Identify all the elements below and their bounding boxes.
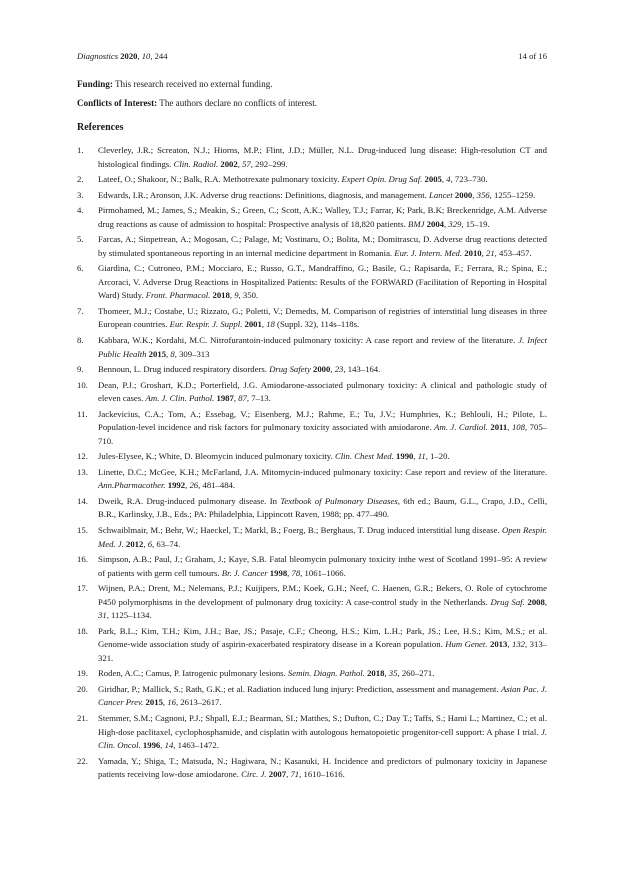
reference-text: Jackevicius, C.A.; Tom, A.; Essebag, V.; Eisenberg, M.J.; Rahme, E.; Tu, J.V.; Humphries, K.; Behlouli, H.; Pilote, L. Population-level incidence and risk factors for pulmonary toxicity associated with amiodarone. Am. J. Cardiol. 2011, 108, 705–710. (98, 408, 548, 446)
reference-year: 2018 (367, 668, 385, 679)
reference-item (77, 582, 547, 623)
reference-authors: Wijnen, P.A.; Drent, M.; Nelemans, P.J.; Kuijipers, P.M.; Koek, G.H.; Neef, C. Haenen, G.R.; Bekers, O. Role of cytochrome P450 polymorphisms in the development of pulmonary drug toxicity: A case-control study in the Netherlands. (98, 583, 547, 607)
reference-volume: 4 (446, 174, 451, 185)
reference-list (77, 144, 547, 784)
reference-journal: Drug Saf. (490, 596, 525, 607)
reference-year: 2015 (148, 348, 167, 359)
page-header (77, 51, 547, 61)
reference-number: 11. (77, 408, 88, 419)
reference-authors: Linette, D.C.; McGee, K.H.; McFarland, J.A. Mitomycin-induced pulmonary toxicity: Case report and review of the literature. (98, 466, 547, 477)
reference-pages: , 309–313 (174, 348, 210, 359)
reference-item (77, 334, 547, 361)
reference-year: 2004 (426, 218, 444, 229)
reference-number: 5. (77, 234, 84, 245)
reference-authors: Giardina, C.; Cutroneo, P.M.; Mocciaro, E.; Russo, G.T., Mandraffino, G.; Basile, G.; Rapisarda, F.; Ferrara, R.; Spina, E.; Arcoraci, V. Adverse Drug Reactions in Hospitalized Patients: Results of the FORWARD (Facilitation of Reporting in Hospital Ward) Study. (98, 263, 547, 301)
reference-text: Dean, P.J.; Groshart, K.D.; Porterfield, J.G. Amiodarone-associated pulmonary toxicity: A clinical and pathologic study of eleven cases. Am. J. Clin. Pathol. 1987, 87, 7–13. (98, 379, 547, 404)
reference-number: 1. (77, 145, 84, 155)
reference-authors: Jackevicius, C.A.; Tom, A.; Essebag, V.; Eisenberg, M.J.; Rahme, E.; Tu, J.V.; Humphries, K.; Behlouli, H.; Pilote, L. Population-level incidence and risk factors for pulmonary toxicity associated with amiodarone. (98, 408, 547, 433)
reference-pages: , 292–299. (250, 158, 288, 169)
reference-text: Cleverley, J.R.; Screaton, N.J.; Hiorns, M.P.; Flint, J.D.; Müller, N.L. Drug-induced lung disease: High-resolution CT and histological findings. Clin. Radiol. 2002, 57, 292–299. (98, 145, 547, 169)
reference-journal: Drug Safety (269, 364, 311, 375)
reference-pages: , 15–19. (461, 218, 490, 229)
reference-year: 2002 (220, 158, 238, 169)
reference-authors: Thomeer, M.J.; Costabe, U.; Rizzato, G.; Poletti, V.; Demedts, M. Comparison of registries of interstitial lung diseases in three European countries. (98, 305, 547, 330)
reference-volume: 16 (167, 697, 176, 708)
funding-label: Funding: (77, 79, 113, 89)
reference-volume: 78 (291, 567, 301, 578)
reference-text: Bennoun, L. Drug induced respiratory disorders. Drug Safety 2000, 23, 143–164. (98, 364, 381, 375)
reference-item (77, 524, 547, 551)
reference-journal: Br. J. Cancer (221, 567, 268, 578)
reference-text (98, 495, 547, 522)
reference-number: 20. (77, 683, 88, 694)
reference-item (77, 189, 547, 203)
reference-volume: 108 (511, 422, 525, 433)
reference-pages: , 7–13. (246, 393, 271, 404)
reference-pages: , 2613–2617. (175, 697, 222, 708)
reference-volume: 14 (164, 740, 174, 751)
reference-pages: , 63–74. (152, 538, 181, 549)
reference-volume: 35 (388, 668, 398, 679)
reference-volume: 87 (238, 393, 247, 404)
reference-journal: Am. J. Cardiol. (434, 422, 488, 433)
reference-number: 12. (77, 451, 88, 462)
reference-volume: 21 (485, 247, 495, 258)
reference-pages: , 1–20. (425, 451, 450, 462)
reference-volume: 6 (147, 538, 153, 549)
reference-text: Lateef, O.; Shakoor, N.; Balk, R.A. Methotrexate pulmonary toxicity. Expert Opin. Drug Saf. 2005, 4, 723–730. (98, 174, 488, 185)
reference-text: Thomeer, M.J.; Costabe, U.; Rizzato, G.; Poletti, V.; Demedts, M. Comparison of registries of interstitial lung diseases in three European countries. Eur. Respir. J. Suppl. 2001, 18 (Suppl. 32), 114s–118s. (98, 305, 547, 330)
reference-text: Giridhar, P.; Mallick, S.; Rath, G.K.; et al. Radiation induced lung injury: Prediction, assessment and management. Asian Pac. J. Cancer Prev. 2015, 16, 2613–2617. (98, 683, 548, 708)
reference-journal: Front. Pharmacol. (145, 290, 211, 301)
reference-journal: Eur. J. Intern. Med. (394, 247, 463, 258)
reference-pages: , 723–730. (450, 174, 488, 185)
reference-journal: Eur. Respir. J. Suppl. (169, 319, 243, 330)
reference-year: 1998 (269, 567, 288, 578)
reference-number: 18. (77, 625, 88, 636)
reference-journal: Clin. Radiol. (173, 158, 219, 169)
reference-item (77, 144, 547, 171)
reference-number: 15. (77, 524, 88, 535)
reference-pages: , 1463–1472. (173, 740, 219, 751)
reference-authors: Simpson, A.B.; Paul, J.; Graham, J.; Kaye, S.B. Fatal bleomycin pulmonary toxicity inthe west of Scotland 1991–95: A review of patients with germ cell tumours. (98, 553, 547, 578)
reference-number: 19. (77, 668, 88, 679)
reference-authors: Giridhar, P.; Mallick, S.; Rath, G.K.; et al. Radiation induced lung injury: Prediction, assessment and management. (98, 683, 499, 694)
reference-year: 2000 (312, 364, 331, 375)
reference-volume: 71 (290, 769, 300, 780)
reference-authors: Park, B.L.; Kim, T.H.; Kim, J.H.; Bae, JS.; Pasaje, C.F.; Cheong, H.S.; Kim, L.H.; Park, JS.; Lee, H.S.; Kim, M.S.; et al. Genome-wide association study of aspirin-exacerbated respiratory disease in a Korean population. (98, 625, 547, 650)
journal-year: 2020 (120, 51, 138, 61)
reference-pages: , 1061–1066. (300, 567, 346, 578)
reference-pages: , 350. (238, 290, 259, 301)
reference-item (77, 466, 547, 493)
reference-journal: Open Respir. Med. J. (98, 524, 548, 549)
reference-item (77, 173, 547, 187)
reference-number: 22. (77, 755, 88, 766)
reference-authors: Stemmer, S.M.; Cagnoni, P.J.; Shpall, E.J.; Bearman, SI.; Matthes, S.; Dufton, C.; Day T.; Taffs, S.; Hami L.; Martinez, C.; et al. High-dose paclitaxel, cyclophosphamide, and cisplatin with autologous hematopoietic progenitor-cell support: A phase I trial. (98, 712, 547, 737)
reference-year: 1996 (142, 740, 161, 751)
reference-text: Linette, D.C.; McGee, K.H.; McFarland, J.A. Mitomycin-induced pulmonary toxicity: Case report and review of the literature. Ann.Pharmacother. 1992, 26, 481–484. (98, 466, 547, 491)
reference-volume: 329 (448, 218, 462, 229)
reference-year: 2012 (125, 538, 144, 549)
reference-number: 7. (77, 305, 84, 316)
reference-item (77, 363, 547, 377)
reference-journal: Circ. J. (241, 769, 267, 780)
reference-item (77, 450, 547, 464)
reference-text: Park, B.L.; Kim, T.H.; Kim, J.H.; Bae, JS.; Pasaje, C.F.; Cheong, H.S.; Kim, L.H.; Park, JS.; Lee, H.S.; Kim, M.S.; et al. Genome-wide association study of aspirin-exacerbated respiratory disease in a Korean population. Hum Genet. 2013, 132, 313–321. (98, 625, 548, 663)
reference-pages: , 260–271. (397, 668, 435, 679)
reference-item (77, 667, 547, 681)
reference-volume: 18 (266, 319, 275, 330)
reference-journal: J. Clin. Oncol. (98, 726, 547, 751)
conflicts-label: Conflicts of Interest: (77, 98, 158, 108)
reference-authors: Kabbara, W.K.; Kordahi, M.C. Nitrofurantoin-induced pulmonary toxicity: A case report and review of the literature. (98, 334, 516, 345)
reference-text: Jules-Elysee, K.; White, D. Bleomycin induced pulmonary toxicity. Clin. Chest Med. 1990, 11, 1–20. (98, 451, 450, 462)
reference-text: Roden, A.C.; Camus, P. Iatrogenic pulmonary lesions. Semin. Diagn. Pathol. 2018, 35, 260–271. (98, 668, 435, 679)
reference-pages: (Suppl. 32), 114s–118s. (274, 319, 360, 330)
reference-journal: J. Infect Public Health (98, 334, 547, 359)
reference-number: 17. (77, 583, 88, 594)
reference-journal: Textbook of Pulmonary Diseases (280, 495, 398, 506)
reference-authors: Bennoun, L. Drug induced respiratory disorders. (98, 364, 267, 375)
reference-year: 2001 (244, 319, 262, 330)
reference-text: Wijnen, P.A.; Drent, M.; Nelemans, P.J.; Kuijipers, P.M.; Koek, G.H.; Neef, C. Haenen, G.R.; Bekers, O. Role of cytochrome P450 polymorphisms in the development of pulmonary drug toxicity: A case-control study in the Netherlands. Drug Saf. 2008, 31, 1125–1134. (98, 583, 548, 621)
journal-volume: 10 (141, 51, 151, 61)
reference-volume: 31 (98, 610, 107, 621)
reference-item (77, 495, 547, 522)
reference-authors: Dean, P.J.; Groshart, K.D.; Porterfield, J.G. Amiodarone-associated pulmonary toxicity: A clinical and pathologic study of eleven cases. (98, 379, 547, 404)
reference-item (77, 408, 547, 449)
reference-number: 9. (77, 364, 84, 375)
reference-volume: 11 (417, 451, 426, 462)
reference-number: 3. (77, 189, 84, 200)
reference-text: Kabbara, W.K.; Kordahi, M.C. Nitrofurantoin-induced pulmonary toxicity: A case report and review of the literature. J. Infect Public Health 2015, 8, 309–313 (98, 334, 547, 359)
reference-text: Yamada, Y.; Shiga, T.; Matsuda, N.; Hagiwara, N.; Kasanuki, H. Incidence and predictors of pulmonary toxicity in Japanese patients receiving low-dose amiodarone. Circ. J. 2007, 71, 1610–1616. (98, 755, 547, 780)
reference-volume: 8 (170, 348, 175, 359)
reference-journal: BMJ (408, 218, 425, 229)
reference-text: Pirmohamed, M.; James, S.; Meakin, S.; Green, C.; Scott, A.K.; Walley, T.J.; Farrar, K; Park, B.K; Breckenridge, A.M. Adverse drug reactions as cause of admission to hospital: Prospective analysis of 18,820 patients. BMJ 2004, 329, 15–19. (98, 205, 547, 229)
conflicts-text: The authors declare no conflicts of interest. (159, 98, 318, 108)
journal-article: 244 (154, 51, 168, 61)
reference-authors: Cleverley, J.R.; Screaton, N.J.; Hiorns, M.P.; Flint, J.D.; Müller, N.L. Drug-induced lung disease: High-resolution CT and histological findings. (98, 145, 547, 169)
reference-authors: Yamada, Y.; Shiga, T.; Matsuda, N.; Hagiwara, N.; Kasanuki, H. Incidence and predictors of pulmonary toxicity in Japanese patients receiving low-dose amiodarone. (98, 755, 547, 780)
reference-year: 2007 (268, 769, 287, 780)
reference-authors: Edwards, I.R.; Aronson, J.K. Adverse drug reactions: Definitions, diagnosis, and management. (98, 189, 427, 200)
journal-name: Diagnostics (77, 51, 119, 61)
reference-text: Giardina, C.; Cutroneo, P.M.; Mocciaro, E.; Russo, G.T., Mandraffino, G.; Basile, G.; Rapisarda, F.; Ferrara, R.; Spina, E.; Arcoraci, V. Adverse Drug Reactions in Hospitalized Patients: Results of the FORWARD (Facilitation of Reporting in Hospital Ward) Study. Front. Pharmacol. 2018, 9, 350. (98, 263, 547, 301)
reference-pages: , 143–164. (343, 364, 381, 375)
reference-volume: 23 (334, 364, 344, 375)
reference-text: Stemmer, S.M.; Cagnoni, P.J.; Shpall, E.J.; Bearman, SI.; Matthes, S.; Dufton, C.; Day T.; Taffs, S.; Hami L.; Martinez, C.; et al. High-dose paclitaxel, cyclophosphamide, and cisplatin with autologous hematopoietic progenitor-cell support: A phase I trial. J. Clin. Oncol. 1996, 14, 1463–1472. (98, 712, 547, 751)
reference-pages: , 6th ed.; Baum, G.L., Crapo, J.D., Celli, B.R., Karlinsky, J.B., Eds.; PA: Philadelphia, Lippincott Raven, 1988; pp. 477–490. (98, 495, 548, 520)
reference-journal: Expert Opin. Drug Saf. (341, 174, 423, 185)
reference-text: Schwaiblmair, M.; Behr, W.; Haeckel, T.; Markl, B.; Foerg, B.; Berghaus, T. Drug induced interstitial lung disease. Open Respir. Med. J. 2012, 6, 63–74. (98, 524, 548, 549)
reference-item (77, 379, 547, 406)
references-heading: References (77, 122, 124, 133)
reference-number: 2. (77, 174, 84, 185)
reference-year: 2010 (464, 247, 482, 258)
reference-text: Edwards, I.R.; Aronson, J.K. Adverse drug reactions: Definitions, diagnosis, and management. Lancet 2000, 356, 1255–1259. (98, 189, 536, 200)
reference-year: 1987 (216, 393, 234, 404)
reference-volume: 26 (189, 480, 199, 491)
reference-journal: Am. J. Clin. Pathol. (145, 393, 215, 404)
reference-year: 2011 (490, 422, 508, 433)
reference-year: 2008 (527, 596, 545, 607)
reference-journal: Clin. Chest Med. (334, 451, 394, 462)
reference-text: Farcas, A.; Sinpetrean, A.; Mogosan, C.; Palage, M; Vostinaru, O.; Bolita, M.; Domitrascu, D. Adverse drug reactions detected by stimulated spontaneous reporting in an internal medicine department in Romania. Eur. J. Intern. Med. 2010, 21, 453–457. (98, 234, 547, 258)
reference-number: 4. (77, 205, 84, 216)
reference-item (77, 262, 547, 303)
reference-authors: Pirmohamed, M.; James, S.; Meakin, S.; Green, C.; Scott, A.K.; Walley, T.J.; Farrar, K; Park, B.K; Breckenridge, A.M. Adverse drug reactions as cause of admission to hospital: Prospective analysis of 18,820 patients. (98, 205, 547, 229)
reference-journal: Lancet (429, 189, 453, 200)
reference-item (77, 755, 547, 782)
reference-number: 6. (77, 263, 84, 274)
conflicts-statement (77, 97, 547, 109)
reference-pages: , 1610–1616. (299, 769, 345, 780)
reference-authors: Jules-Elysee, K.; White, D. Bleomycin induced pulmonary toxicity. (98, 451, 333, 462)
reference-item (77, 683, 547, 710)
reference-number: 13. (77, 466, 88, 477)
reference-item (77, 625, 547, 666)
reference-volume: 57 (242, 158, 251, 169)
reference-journal: Asian Pac. J. Cancer Prev. (98, 683, 548, 708)
reference-text: Simpson, A.B.; Paul, J.; Graham, J.; Kaye, S.B. Fatal bleomycin pulmonary toxicity inthe west of Scotland 1991–95: A review of patients with germ cell tumours. Br. J. Cancer 1998, 78, 1061–1066. (98, 553, 547, 578)
reference-pages: , 453–457. (494, 247, 532, 258)
funding-statement (77, 78, 547, 90)
reference-journal: Hum Genet. (445, 639, 488, 650)
reference-volume: 356 (476, 189, 490, 200)
reference-number: 16. (77, 553, 88, 564)
reference-year: 1990 (396, 451, 414, 462)
reference-item (77, 553, 547, 580)
reference-year: 2000 (454, 189, 473, 200)
reference-item (77, 305, 547, 332)
reference-year: 2015 (145, 697, 163, 708)
reference-year: 2005 (424, 174, 442, 185)
reference-pages: , 481–484. (198, 480, 236, 491)
reference-pages: , 1255–1259. (489, 189, 536, 200)
reference-number: 14. (77, 495, 88, 506)
reference-authors: Roden, A.C.; Camus, P. Iatrogenic pulmonary lesions. (98, 668, 286, 679)
reference-journal: Ann.Pharmacother. (98, 480, 166, 491)
reference-volume: 9 (234, 290, 239, 301)
reference-authors: Schwaiblmair, M.; Behr, W.; Haeckel, T.; Markl, B.; Foerg, B.; Berghaus, T. Drug induced interstitial lung disease. (98, 524, 500, 535)
reference-pages: , 1125–1134. (106, 610, 152, 621)
page-number: 14 of 16 (518, 51, 547, 61)
reference-year: 2018 (212, 290, 230, 301)
funding-text: This research received no external funding. (115, 79, 273, 89)
reference-authors: Farcas, A.; Sinpetrean, A.; Mogosan, C.; Palage, M; Vostinaru, O.; Bolita, M.; Domitrascu, D. Adverse drug reactions detected by stimulated spontaneous reporting in an internal medicine department in Romania. (98, 234, 547, 258)
reference-item (77, 204, 547, 231)
journal-citation: Diagnostics 2020, 10, 244 (77, 51, 168, 61)
reference-year: 1992 (167, 480, 186, 491)
reference-year: 2013 (489, 639, 508, 650)
reference-authors: Lateef, O.; Shakoor, N.; Balk, R.A. Methotrexate pulmonary toxicity. (98, 174, 340, 185)
reference-volume: 132 (511, 639, 526, 650)
reference-number: 10. (77, 379, 88, 390)
reference-pages: , 313–321. (98, 639, 548, 663)
reference-pages: , 705–710. (98, 422, 548, 446)
reference-item (77, 712, 547, 753)
reference-journal: Semin. Diagn. Pathol. (287, 668, 365, 679)
reference-number: 8. (77, 334, 84, 345)
reference-number: 21. (77, 712, 88, 723)
reference-authors: Dweik, R.A. Drug-induced pulmonary disease. In (98, 495, 277, 506)
reference-item (77, 233, 547, 260)
